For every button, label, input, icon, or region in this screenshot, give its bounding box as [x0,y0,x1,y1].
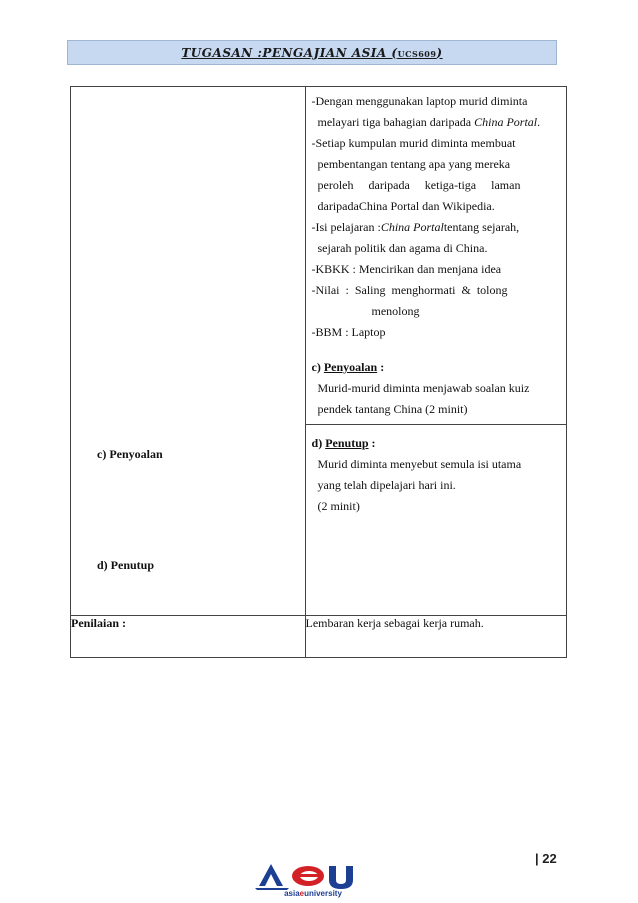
activity-line: menolong [371,304,420,318]
activity-line: daripadaChina Portal dan Wikipedia. [317,199,495,213]
activity-line: peroleh daripada ketiga-tiga laman [317,178,521,192]
penutup-text: (2 minit) [317,499,360,513]
activity-line: sejarah politik dan agama di China. [317,241,488,255]
svg-text:asiaeuniversity: asiaeuniversity [284,889,342,898]
activity-line: -Dengan menggunakan laptop murid diminta [311,94,528,108]
page-number: | 22 [535,851,557,866]
penyoalan-heading: c) Penyoalan : [311,360,385,374]
penilaian-label: Penilaian : [71,616,306,658]
activity-line: -Nilai : Saling menghormati & tolong [311,283,508,297]
penutup-cell [305,425,566,616]
activity-cell [305,87,566,425]
penilaian-value: Lembaran kerja sebagai kerja rumah. [305,616,566,658]
lesson-table [70,86,567,658]
activity-line: melayari tiga bahagian daripada China Portal. [317,115,541,129]
header-band [67,40,557,65]
step-penyoalan-label: c) Penyoalan [97,447,163,461]
activity-line: -Setiap kumpulan murid diminta membuat [311,136,516,150]
left-steps-cell [71,87,306,616]
asia-e-university-logo [253,862,373,898]
penyoalan-text: Murid-murid diminta menjawab soalan kuiz [317,381,530,395]
step-penutup-label: d) Penutup [97,558,155,572]
penutup-text: Murid diminta menyebut semula isi utama [317,457,522,471]
penutup-text: yang telah dipelajari hari ini. [317,478,456,492]
activity-line: -Isi pelajaran :China Portaltentang sejarah, [311,220,520,234]
page-title: TUGASAN :PENGAJIAN ASIA (UCS609) [181,45,443,60]
penutup-heading: d) Penutup : [311,436,376,450]
penyoalan-text: pendek tantang China (2 minit) [317,402,468,416]
activity-line: -KBKK : Mencirikan dan menjana idea [311,262,502,276]
activity-line: -BBM : Laptop [311,325,386,339]
activity-line: pembentangan tentang apa yang mereka [317,157,511,171]
